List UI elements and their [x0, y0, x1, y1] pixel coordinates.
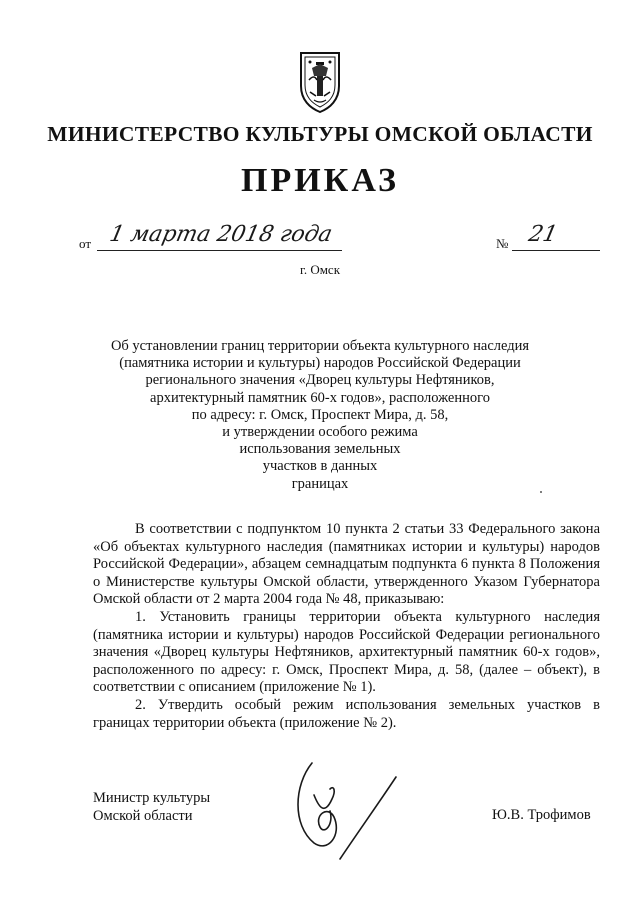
- subject-line: использования земельных: [239, 441, 401, 458]
- preamble-paragraph: В соответствии с подпунктом 10 пункта 2 статьи 33 Федерального закона «Об объектах культурного наследия (памятниках истории и культуры) народов Российской Федерации», абзацем семнадцатым подпункта 6 пункта 8 Положения о Министерстве культуры Омской области, утвержденного Указом Губернатора Омской области от 2 марта 2004 года № 48, приказываю:: [93, 521, 600, 608]
- number-label: №: [496, 236, 509, 251]
- date-underline: [97, 250, 342, 251]
- order-item-1: 1. Установить границы территории объекта культурного наследия (памятника истории и культуры) народов Российской Федерации регионального значения «Дворец культуры Нефтяников, архитектурный памятник 60-х годов», расположенного по адресу: г. Омск, Проспект Мира, д. 58, (далее – объект), в соответствии с описанием (приложение № 1).: [93, 608, 600, 696]
- ministry-name: МИНИСТЕРСТВО КУЛЬТУРЫ ОМСКОЙ ОБЛАСТИ: [47, 122, 593, 146]
- subject-line: Об установлении границ территории объекта культурного наследия: [110, 338, 530, 354]
- order-subject: [110, 338, 530, 493]
- stray-dot: [540, 491, 542, 493]
- number-handwritten: 21: [526, 222, 560, 247]
- coat-of-arms-icon: [298, 50, 342, 114]
- subject-line: (памятника истории и культуры) народов Российской Федерации: [119, 355, 521, 372]
- subject-line: участков в данных: [262, 458, 378, 475]
- signatory-title-line: Омской области: [93, 808, 193, 824]
- signatory-title-line: Министр культуры: [93, 790, 211, 806]
- order-body: [93, 521, 600, 732]
- subject-line: и утверждении особого режима: [222, 424, 418, 441]
- order-item-2: 2. Утвердить особый режим использования земельных участков в границах территории объекта (приложение № 2).: [93, 696, 600, 731]
- date-label: от: [79, 236, 92, 251]
- signatory-title: [93, 789, 210, 825]
- subject-line: по адресу: г. Омск, Проспект Мира, д. 58,: [191, 406, 449, 423]
- subject-line: регионального значения «Дворец культуры Нефтяников,: [145, 372, 495, 389]
- signature-mark: [284, 755, 404, 865]
- subject-line: границах: [291, 475, 349, 492]
- date-handwritten: 1 марта 2018 года: [107, 222, 335, 247]
- signatory-name: Ю.В. Трофимов: [492, 807, 591, 823]
- subject-line: архитектурный памятник 60-х годов», расположенного: [150, 389, 490, 406]
- document-title: ПРИКАЗ: [241, 162, 399, 199]
- city-label: г. Омск: [299, 262, 341, 277]
- number-underline: [512, 250, 600, 251]
